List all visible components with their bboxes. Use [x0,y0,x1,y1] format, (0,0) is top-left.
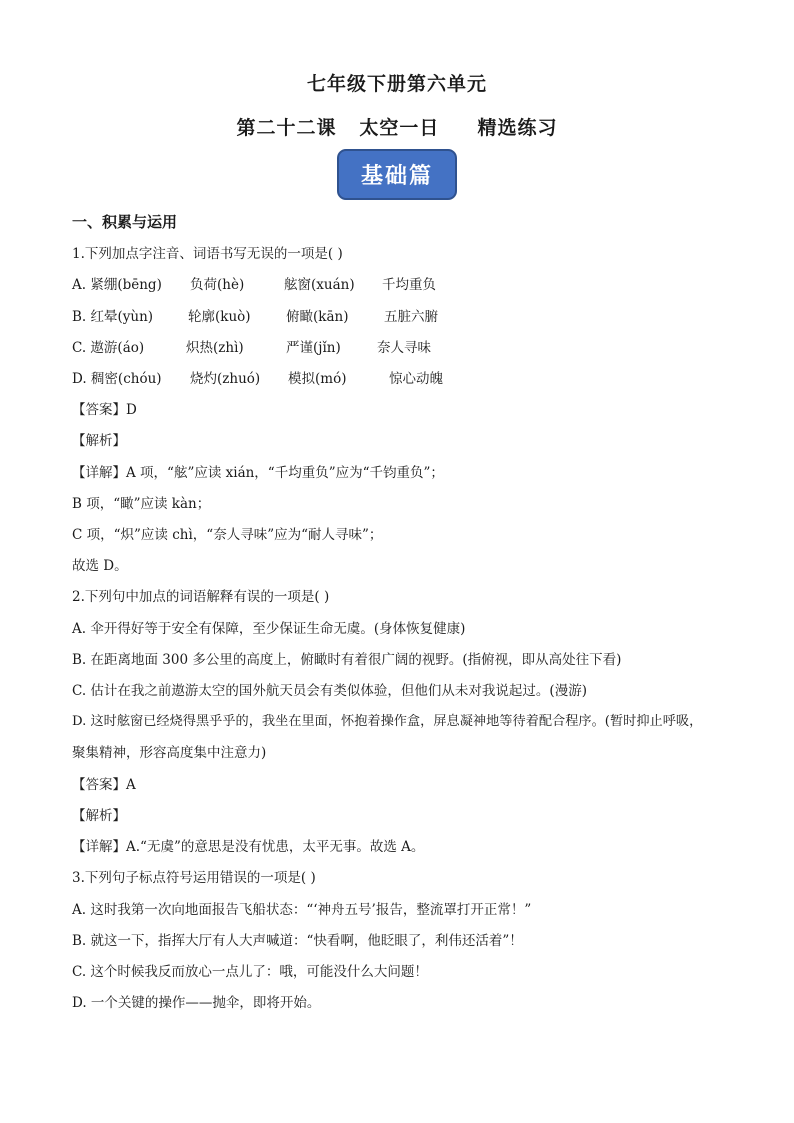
section-heading: 一、积累与运用 [72,213,178,231]
q1-detail-line: C 项，“炽”应读 chì，“奈人寻味”应为“耐人寻味”； [72,527,383,543]
q1-option-a-item1: A. 紧绷(bēng) [72,277,162,293]
q1-option-a-item3: 舷窗(xuán) [284,277,355,293]
q1-answer: 【答案】D [72,402,137,418]
q2-analysis-label: 【解析】 [72,808,126,824]
q2-option-d-continued: 聚集精神，形容高度集中注意力) [72,745,267,761]
q1-option-b-item2: 轮廓(kuò) [188,309,251,325]
q2-option-c: C. 估计在我之前遨游太空的国外航天员会有类似体验，但他们从未对我说起过。(漫游) [72,683,587,699]
q3-option-d: D. 一个关键的操作——抛伞，即将开始。 [72,995,321,1011]
q1-detail-line: 【详解】A 项，“舷”应读 xián，“千均重负”应为“千钧重负”； [72,465,444,481]
q1-option-b-item3: 俯瞰(kān) [286,309,349,325]
q1-option-d-item2: 烧灼(zhuó) [190,371,261,387]
q3-option-a: A. 这时我第一次向地面报告飞船状态：“‘神舟五号’报告，整流罩打开正常！” [72,902,532,918]
q1-option-d-item4: 惊心动魄 [389,371,443,387]
q3-stem: 3.下列句子标点符号运用错误的一项是( ) [72,870,316,886]
q1-option-a-item2: 负荷(hè) [190,277,245,293]
q1-detail-line: 故选 D。 [72,558,128,574]
q3-option-c: C. 这个时候我反而放心一点儿了：哦，可能没什么大问题！ [72,964,428,980]
q1-option-d [72,370,772,388]
q1-option-b-item4: 五脏六腑 [384,309,438,325]
q3-option-b: B. 就这一下，指挥大厅有人大声喊道：“快看啊，他眨眼了，利伟还活着”！ [72,933,523,949]
q1-analysis-label: 【解析】 [72,433,126,449]
q1-stem: 1.下列加点字注音、词语书写无误的一项是( ) [72,246,343,262]
q1-option-d-item3: 模拟(mó) [288,371,347,387]
q1-option-a [72,276,772,294]
q2-option-a: A. 伞开得好等于安全有保障，至少保证生命无虞。(身体恢复健康) [72,621,466,637]
unit-title: 七年级下册第六单元 [306,73,487,95]
q1-option-c-item2: 炽热(zhì) [186,340,244,356]
q1-option-b [72,308,772,326]
lesson-title: 第二十二课 太空一日 精选练习 [236,117,558,139]
q1-option-b-item1: B. 红晕(yùn) [72,309,154,325]
q2-option-b: B. 在距离地面 300 多公里的高度上，俯瞰时有着很广阔的视野。(指俯视，即从高处往下看) [72,652,622,668]
q1-option-a-item4: 千均重负 [382,277,436,293]
q1-option-d-item1: D. 稠密(chóu) [72,371,162,387]
q1-option-c [72,339,772,357]
q1-detail-line: B 项，“瞰”应读 kàn； [72,496,211,512]
q2-option-d: D. 这时舷窗已经烧得黑乎乎的，我坐在里面，怀抱着操作盒，屏息凝神地等待着配合程序。(暂时抑止呼吸， [72,714,703,729]
q2-detail: 【详解】A.“无虞”的意思是没有忧患，太平无事。故选 A。 [72,839,425,855]
q1-option-c-item1: C. 遨游(áo) [72,340,145,356]
q1-option-c-item3: 严谨(jǐn) [286,340,341,356]
q2-stem: 2.下列句中加点的词语解释有误的一项是( ) [72,589,330,605]
q2-answer: 【答案】A [72,777,136,793]
level-badge: 基础篇 [337,149,457,200]
q1-option-c-item4: 奈人寻味 [377,340,431,356]
